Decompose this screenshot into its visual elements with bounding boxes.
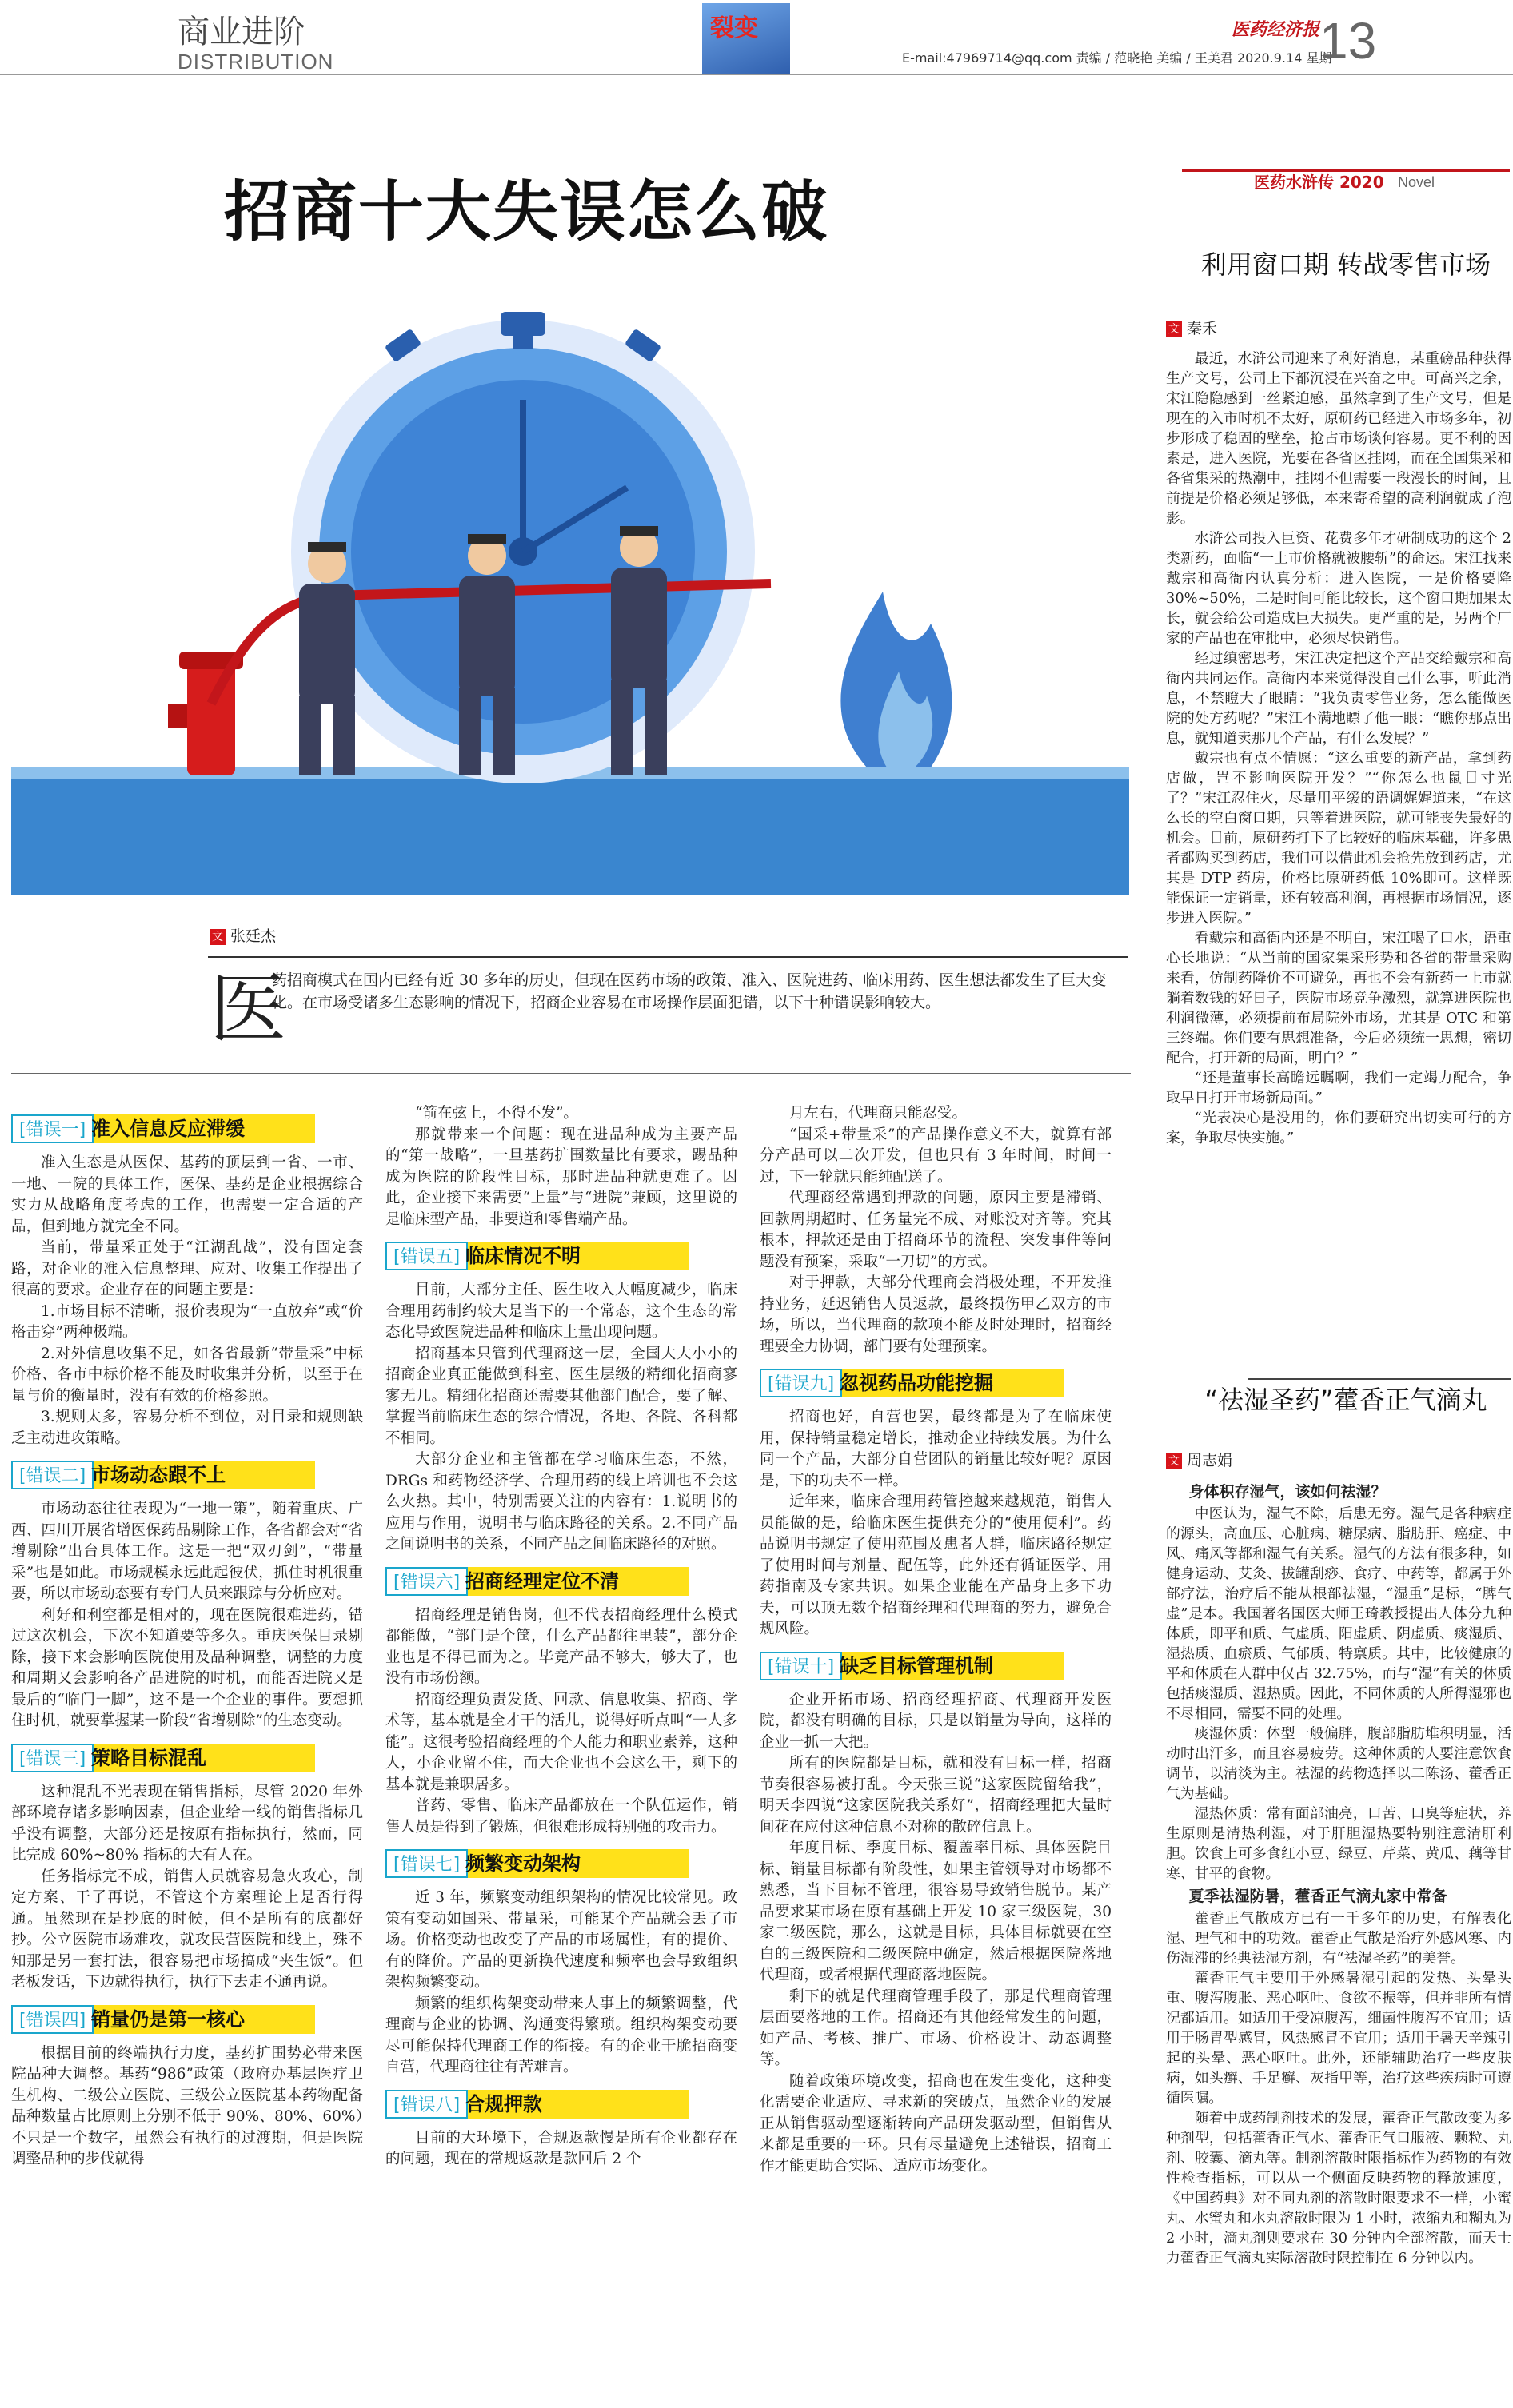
section-title-text: 临床情况不明 bbox=[465, 1245, 581, 1267]
author-byline bbox=[1166, 317, 1217, 338]
subheading: 夏季祛湿防暑，藿香正气滴丸家中常备 bbox=[1188, 1888, 1447, 1905]
paragraph: 企业开拓市场、招商经理招商、代理商开发医院，都没有明确的目标，只是以销量为导向，这样的企业一抓一大把。 bbox=[760, 1691, 1112, 1751]
column-banner bbox=[1182, 169, 1510, 193]
paragraph: 那就带来一个问题：现在进品种成为主要产品的“第一战略”，一旦基药扩围数量比有要求，踢品种成为医院的阶段性目标，那时进品种就更难了。因此，企业接下来需要“上量”与“进院”兼顾，这里说的是临床型产品，非要道和零售端产品。 bbox=[385, 1126, 737, 1228]
author-byline bbox=[1166, 1449, 1232, 1470]
section-heading bbox=[11, 1744, 315, 1772]
section-tag: [错误六] bbox=[385, 1567, 468, 1596]
wen-badge: 文 bbox=[210, 929, 226, 945]
section-title-text: 频繁变动架构 bbox=[465, 1852, 581, 1875]
paragraph: 1.市场目标不清晰，报价表现为“一直放弃”或“价格击穿”两种极端。 bbox=[11, 1302, 363, 1341]
page-number: 13 bbox=[1319, 12, 1377, 70]
paragraph: 准入生态是从医保、基药的顶层到一省、一市、一地、一院的具体工作，医保、基药是企业根据综合实力从战略角度考虑的工作，也需要一定合适的产品，但到地方就完全不同。 bbox=[11, 1154, 363, 1235]
section-badge-label: 裂变 bbox=[710, 14, 758, 42]
paragraph: 戴宗也有点不情愿：“这么重要的新产品，拿到药店做，岂不影响医院开发？”“你怎么也鼠目寸光了？”宋江忍住火，尽量用平缓的语调娓娓道来，“在这么长的空白窗口期，只等着进医院，就可能丧失最好的机会。目前，原研药打下了比较好的临床基础，许多患者都购买到药店，我们可以借此机会抢先放到药店，尤其是 DTP 药房，价格比原研药低 10%即可。这样既能保证一定销量，还有较高利润，再根据市场情况，逐步进入医院。” bbox=[1166, 750, 1511, 927]
author-name: 张廷杰 bbox=[230, 927, 277, 945]
section-heading bbox=[11, 1461, 315, 1489]
paragraph: 目前，大部分主任、医生收入大幅度减少，临床合理用药制约较大是当下的一个常态，这个生态的常态化导致医院进品种和临床上量出现问题。 bbox=[385, 1282, 737, 1341]
section-title-text: 忽视药品功能挖掘 bbox=[840, 1372, 993, 1394]
section-heading bbox=[11, 2005, 315, 2034]
section-tag: [错误八] bbox=[385, 2090, 468, 2119]
article-column-2 bbox=[385, 1103, 737, 2171]
section-title-text: 准入信息反应滞缓 bbox=[91, 1118, 245, 1140]
header-divider bbox=[0, 74, 1513, 75]
section-heading bbox=[385, 2090, 689, 2119]
subheading: 身体积存湿气，该如何祛湿？ bbox=[1188, 1483, 1387, 1501]
wen-badge: 文 bbox=[1166, 1453, 1182, 1469]
wen-badge: 文 bbox=[1166, 321, 1182, 337]
section-heading bbox=[11, 1114, 315, 1143]
section-badge bbox=[702, 3, 790, 74]
paragraph: 招商经理负责发货、回款、信息收集、招商、学术等，基本就是全才干的活儿，说得好听点叫“一人多能”。这很考验招商经理的个人能力和职业素养，这种人，小企业留不住，而大企业也不会这么干，剩下的基本就是兼职居多。 bbox=[385, 1691, 737, 1793]
paragraph: 招商基本只管到代理商这一层，全国大大小小的招商企业真正能做到科室、医生层级的精细化招商寥寥无几。精细化招商还需要其他部门配合，要了解、掌握当前临床生态的综合情况，各地、各院、各科都不相同。 bbox=[385, 1345, 737, 1447]
story-body bbox=[1166, 1479, 1511, 2268]
paragraph: “还是董事长高瞻远瞩啊，我们一定竭力配合，争取早日打开市场新局面。” bbox=[1166, 1070, 1511, 1106]
section-heading bbox=[760, 1369, 1064, 1397]
paragraph: “国采+带量采”的产品操作意义不大，就算有部分产品可以二次开发，但也只有 3 年时间，时间一过，下一轮就只能纯配送了。 bbox=[760, 1126, 1112, 1186]
section-tag: [错误九] bbox=[760, 1369, 842, 1397]
section-tag: [错误十] bbox=[760, 1652, 842, 1680]
section-title-text: 招商经理定位不清 bbox=[465, 1569, 619, 1593]
story-title: “祛湿圣药”藿香正气滴丸 bbox=[1204, 1385, 1487, 1415]
paragraph: 月左右，代理商只能忍受。 bbox=[789, 1105, 968, 1122]
paragraph: 目前的大环境下，合规返款慢是所有企业都存在的问题，现在的常规返款是款回后 2 个 bbox=[385, 2129, 737, 2167]
paragraph: “箭在弦上，不得不发”。 bbox=[415, 1105, 578, 1122]
businessmen-hose-clock-illustration bbox=[11, 288, 1129, 895]
paragraph: 剩下的就是代理商管理手段了，那是代理商管理层面要落地的工作。招商还有其他经常发生的问题，如产品、考核、推广、市场、价格设计、动态调整等。 bbox=[760, 1987, 1112, 2068]
paper-logo: 医药经济报 bbox=[1232, 19, 1320, 40]
article-intro: 药招商模式在国内已经有近 30 多年的历史，但现在医药市场的政策、准入、医院进药、临床用药、医生想法都发生了巨大变化。在市场受诸多生态影响的情况下，招商企业容易在市场操作层面犯错，以下十种错误影响较大。 bbox=[272, 971, 1107, 1011]
paragraph: 普药、零售、临床产品都放在一个队伍运作，销售人员是得到了锻炼，但很难形成特别强的攻击力。 bbox=[385, 1797, 737, 1836]
article-column-3 bbox=[760, 1103, 1112, 2177]
paragraph: 招商经理是销售岗，但不代表招商经理什么模式都能做，“部门是个筐，什么产品都往里装”，部分企业也是不得已而为之。毕竟产品不够大，够大了，也没有市场份额。 bbox=[385, 1606, 737, 1687]
column-banner-novel: Novel bbox=[1398, 174, 1435, 190]
section-title-text: 缺乏目标管理机制 bbox=[840, 1654, 993, 1677]
section-title: 商业进阶 bbox=[178, 14, 305, 50]
paragraph: 这种混乱不光表现在销售指标，尽管 2020 年外部环境存诸多影响因素，但企业给一线的销售指标几乎没有调整，大部分还是按原有指标执行，然而，同比完成 60%~80% 指标的大有人在。 bbox=[11, 1783, 363, 1864]
author-name: 秦禾 bbox=[1187, 320, 1218, 337]
paragraph: 对于押款，大部分代理商会消极处理，不开发推持业务，延迟销售人员返款，最终损伤甲乙双方的市场，所以，当代理商的款项不能及时处理时，招商经理要全力协调，部门要有处理预案。 bbox=[760, 1274, 1112, 1355]
paragraph: 近年来，临床合理用药管控越来越规范，销售人员能做的是，给临床医生提供充分的“使用便利”。药品说明书规定了使用范围及患者人群，临床路径规定了使用时间与剂量、配伍等，此外还有循证医学、用药指南及专家共识。如果企业能在产品身上多下功夫，可以顶无数个招商经理和代理商的努力，避免合规风险。 bbox=[760, 1493, 1112, 1637]
paragraph: 年度目标、季度目标、覆盖率目标、具体医院目标、销量目标都有阶段性，如果主管领导对市场都不熟悉，当下目标不管理，很容易导致销售脱节。某产品要求某市场在原有基础上开发 10 家三级医院，30 家二级医院，那么，这就是目标，具体目标就要在空白的三级医院和二级医院中确定，然后根据医院落地代理商，或者根据代理商落地医院。 bbox=[760, 1840, 1112, 1983]
section-heading bbox=[385, 1849, 689, 1878]
intro-bottom-rule bbox=[11, 1073, 1131, 1074]
paragraph: 3.规则太多，容易分析不到位，对目录和规则缺乏主动进攻策略。 bbox=[11, 1409, 363, 1447]
article-column-1 bbox=[11, 1103, 363, 2171]
author-byline bbox=[210, 924, 276, 946]
section-title-text: 合规押款 bbox=[465, 2092, 542, 2115]
paragraph: 痰湿体质：体型一般偏胖，腹部脂肪堆积明显，活动时出汗多，而且容易疲劳。这种体质的人要注意饮食调节，以清淡为主。祛湿的药物选择以二陈汤、藿香正气为基础。 bbox=[1166, 1725, 1511, 1802]
intro-top-rule bbox=[208, 956, 1128, 958]
paragraph: 中医认为，湿气不除，后患无穷。湿气是各种病症的源头，高血压、心脏病、糖尿病、脂肪肝、癌症、中风、痛风等都和湿气有关系。湿气的方法有很多种，如健身运动、艾灸、拔罐刮痧、食疗、中药等，都属于外部疗法，治疗后不能从根部祛湿，“湿重”是标，“脾气虚”是本。我国著名国医大师王琦教授提出人体分九种体质，即平和质、气虚质、阳虚质、阴虚质、痰湿质、湿热质、血瘀质、气郁质、特禀质。其中，比较健康的平和体质在人群中仅占 32.75%，而与“湿”有关的体质包括痰湿质、湿热质。因此，不同体质的人所得湿邪也不尽相同，需要不同的处理。 bbox=[1166, 1505, 1511, 1722]
paragraph: 利好和利空都是相对的，现在医院很难进药，错过这次机会，下次不知道要等多久。重庆医保目录剔除，接下来会影响医院使用及品种调整，调整的力度和周期又会影响各产品进院的时机，而能否进院又是最后的“临门一脚”，这不是一个企业的事件。要想抓住时机，就要掌握某一阶段“省增剔除”的生态变动。 bbox=[11, 1606, 363, 1729]
paragraph: 频繁的组织构架变动带来人事上的频繁调整，代理商与企业的协调、沟通变得繁琐。组织构架变动要尽可能保持代理商工作的衔接。有的企业干脆招商变自营，代理商往往有苦难言。 bbox=[385, 1995, 737, 2075]
section-title-text: 销量仍是第一核心 bbox=[91, 2007, 245, 2031]
paragraph: 藿香正气主要用于外感暑湿引起的发热、头晕头重、腹泻腹胀、恶心呕吐、食欲不振等，但并非所有情况都适用。如适用于受凉腹泻，细菌性腹泻不宜用；适用于肠胃型感冒，风热感冒不宜用；适用于暑天辛辣引起的头晕、恶心呕吐。此外，还能辅助治疗一些皮肤病，如头癣、手足癣、灰指甲等，治疗这些疾病时可遵循医嘱。 bbox=[1166, 1970, 1511, 2107]
paragraph: 湿热体质：常有面部油亮，口苦、口臭等症状，养生原则是清热利湿，对于肝胆湿热要特别注意清肝利胆。饮食上可多食红小豆、绿豆、芹菜、黄瓜、藕等甘寒、甘平的食物。 bbox=[1166, 1805, 1511, 1882]
paragraph: 最近，水浒公司迎来了利好消息，某重磅品种获得生产文号，公司上下都沉浸在兴奋之中。可高兴之余，宋江隐隐感到一丝紧迫感，虽然拿到了生产文号，但是现在的入市时机不太好，原研药已经进入市场多年，初步形成了稳固的壁垒，抢占市场谈何容易。更不利的因素是，进入医院，光要在各省区挂网，而在全国集采和各省集采的热潮中，挂网不但需要一段漫长的时间，且前提是价格必须足够低，本来寄希望的高利润就成了泡影。 bbox=[1166, 350, 1511, 527]
paragraph: 大部分企业和主管都在学习临床生态，不然，DRGs 和药物经济学、合理用药的线上培训也不会这么火热。其中，特别需要关注的内容有：1.说明书的应用与作用，说明书与临床路径的关系。2.不同产品之间说明书的关系，不同产品之间临床路径的对照。 bbox=[385, 1451, 737, 1553]
paragraph: 2.对外信息收集不足，如各省最新“带量采”中标价格、各市中标价格不能及时收集并分析，以至于在量与价的衡量时，没有有效的价格参照。 bbox=[11, 1345, 363, 1405]
paragraph: 所有的医院都是目标，就和没有目标一样，招商节奏很容易被打乱。今天张三说“这家医院留给我”，明天李四说“这家医院我关系好”，招商经理把大量时间花在应付这种信息不对称的散碎信息上。 bbox=[760, 1755, 1112, 1836]
drop-cap: 医 bbox=[210, 964, 286, 1054]
section-tag: [错误三] bbox=[11, 1744, 94, 1772]
section-heading bbox=[385, 1567, 689, 1596]
paragraph: 代理商经常遇到押款的问题，原因主要是滞销、回款周期超时、任务量完不成、对账没对齐等。究其根本，押款还是由于招商环节的流程、突发事件等问题没有预案，采取“一刀切”的方式。 bbox=[760, 1190, 1112, 1270]
section-heading bbox=[760, 1652, 1064, 1680]
section-title-text: 市场动态跟不上 bbox=[91, 1464, 226, 1486]
section-tag: [错误七] bbox=[385, 1849, 468, 1878]
paragraph: 当前，带量采正处于“江湖乱战”，没有固定套路，对企业的准入信息整理、应对、收集工作提出了很高的要求。企业存在的问题主要是： bbox=[11, 1239, 363, 1298]
paragraph: 随着中成药制剂技术的发展，藿香正气散改变为多种剂型，包括藿香正气水、藿香正气口服液、颗粒、丸剂、胶囊、滴丸等。制剂溶散时限指标作为药物的有效性检查指标，可以从一个侧面反映药物的释放速度，《中国药典》对不同丸剂的溶散时限要求不一样，小蜜丸、水蜜丸和水丸溶散时限为 1 小时，浓缩丸和糊丸为 2 小时，滴丸剂则要求在 30 分钟内全部溶散，而天士力藿香正气滴丸实际溶散时限控制在 6 分钟以内。 bbox=[1166, 2110, 1511, 2266]
paragraph: 水浒公司投入巨资、花费多年才研制成功的这个 2 类新药，面临“一上市价格就被腰斩”的命运。宋江找来戴宗和高衙内认真分析：进入医院，一是价格要降 30%~50%，二是时间可能比较长，这个窗口期加果太长，就会给公司造成巨大损失。更严重的是，另两个厂家的产品也在审批中，必须尽快销售。 bbox=[1166, 530, 1511, 647]
paragraph: 看戴宗和高衙内还是不明白，宋江喝了口水，语重心长地说：“从当前的国家集采形势和各省的带量采购来看，仿制药降价不可避免，再也不会有新药一上市就躺着数钱的好日子，医院市场竞争激烈，就算进医院也利润微薄，必须提前布局院外市场，尤其是 OTC 和第三终端。你们要有思想准备，今后必须统一思想，密切配合，打开新的局面，明白？” bbox=[1166, 930, 1511, 1066]
paragraph: 近 3 年，频繁变动组织架构的情况比较常见。政策有变动如国采、带量采，可能某个产品就会丢了市场。价格变动也改变了产品的市场属性，有的提价、有的降价。产品的更新换代速度和频率也会导致组织架构频繁变动。 bbox=[385, 1889, 737, 1991]
section-tag: [错误一] bbox=[11, 1114, 94, 1143]
paragraph: 经过缜密思考，宋江决定把这个产品交给戴宗和高衙内共同运作。高衙内本来觉得没自己什么事，听此消息，不禁瞪大了眼睛：“我负责零售业务，怎么能做医院的处方药呢？”宋江不满地瞟了他一眼：“瞧你那点出息，就知道卖那几个产品，有什么发展？” bbox=[1166, 650, 1511, 747]
author-name: 周志娟 bbox=[1187, 1452, 1233, 1469]
story-title: 利用窗口期 转战零售市场 bbox=[1200, 249, 1491, 280]
section-tag: [错误五] bbox=[385, 1242, 468, 1270]
paragraph: “光表决心是没用的，你们要研究出切实可行的方案，争取尽快实施。” bbox=[1166, 1110, 1511, 1146]
paragraph: 藿香正气散成方已有一千多年的历史，有解表化湿、理气和中的功效。藿香正气散是治疗外感风寒、内伤湿滞的经典祛湿方剂，有“祛湿圣药”的美誉。 bbox=[1166, 1910, 1511, 1967]
page-meta: E-mail:47969714@qq.com 责编 / 范晓艳 美编 / 王美君 2020.9.14 星期一 bbox=[902, 50, 1345, 66]
paragraph: 随着政策环境改变，招商也在发生变化，这种变化需要企业适应、寻求新的突破点，虽然企业的发展正从销售驱动型逐渐转向产品研发驱动型，但销售从来都是重要的一环。只有尽量避免上述错误，招商工作才能更助合实际、适应市场变化。 bbox=[760, 2072, 1112, 2175]
article-headline: 招商十大失误怎么破 bbox=[224, 174, 829, 250]
section-subtitle: DISTRIBUTION bbox=[178, 50, 334, 74]
section-title-text: 策略目标混乱 bbox=[91, 1746, 206, 1769]
paragraph: 根据目前的终端执行力度，基药扩围势必带来医院品种大调整。基药“986”政策（政府办基层医疗卫生机构、二级公立医院、三级公立医院基本药物配备品种数量占比原则上分别不低于 90%、80%、60%）不只是一个数字，虽然会有执行的过渡期，但是医院调整品种的步伐就得 bbox=[11, 2044, 363, 2167]
column-banner-label: 医药水浒传 2020 bbox=[1254, 173, 1384, 192]
paragraph: 招商也好，自营也罢，最终都是为了在临床使用，保持销量稳定增长，推动企业持续发展。为什么同一个产品，大部分自营团队的销量比较好呢？原因是，下的功夫不一样。 bbox=[760, 1409, 1112, 1489]
section-heading bbox=[385, 1242, 689, 1270]
paragraph: 市场动态往往表现为“一地一策”，随着重庆、广西、四川开展省增医保药品剔除工作，各省都会对“省增剔除”出台具体工作。这是一把“双刃剑”，“带量采”也是如此。市场规模永远此起彼伏，抓住时机很重要，所以市场动态要有专门人员来跟踪与分析应对。 bbox=[11, 1501, 363, 1602]
section-tag: [错误四] bbox=[11, 2005, 94, 2034]
paragraph: 任务指标完不成，销售人员就容易急火攻心，制定方案、干了再说，不管这个方案理论上是否行得通。虽然现在是抄底的时候，但不是所有的底都好抄。公立医院市场难攻，就攻民营医院和线上，殊不知那是另一套打法，很容易把市场搞成“夹生饭”。但老板发话，下边就得执行，执行下去走不通再说。 bbox=[11, 1868, 363, 1991]
story-body bbox=[1166, 349, 1511, 1148]
section-tag: [错误二] bbox=[11, 1461, 94, 1489]
